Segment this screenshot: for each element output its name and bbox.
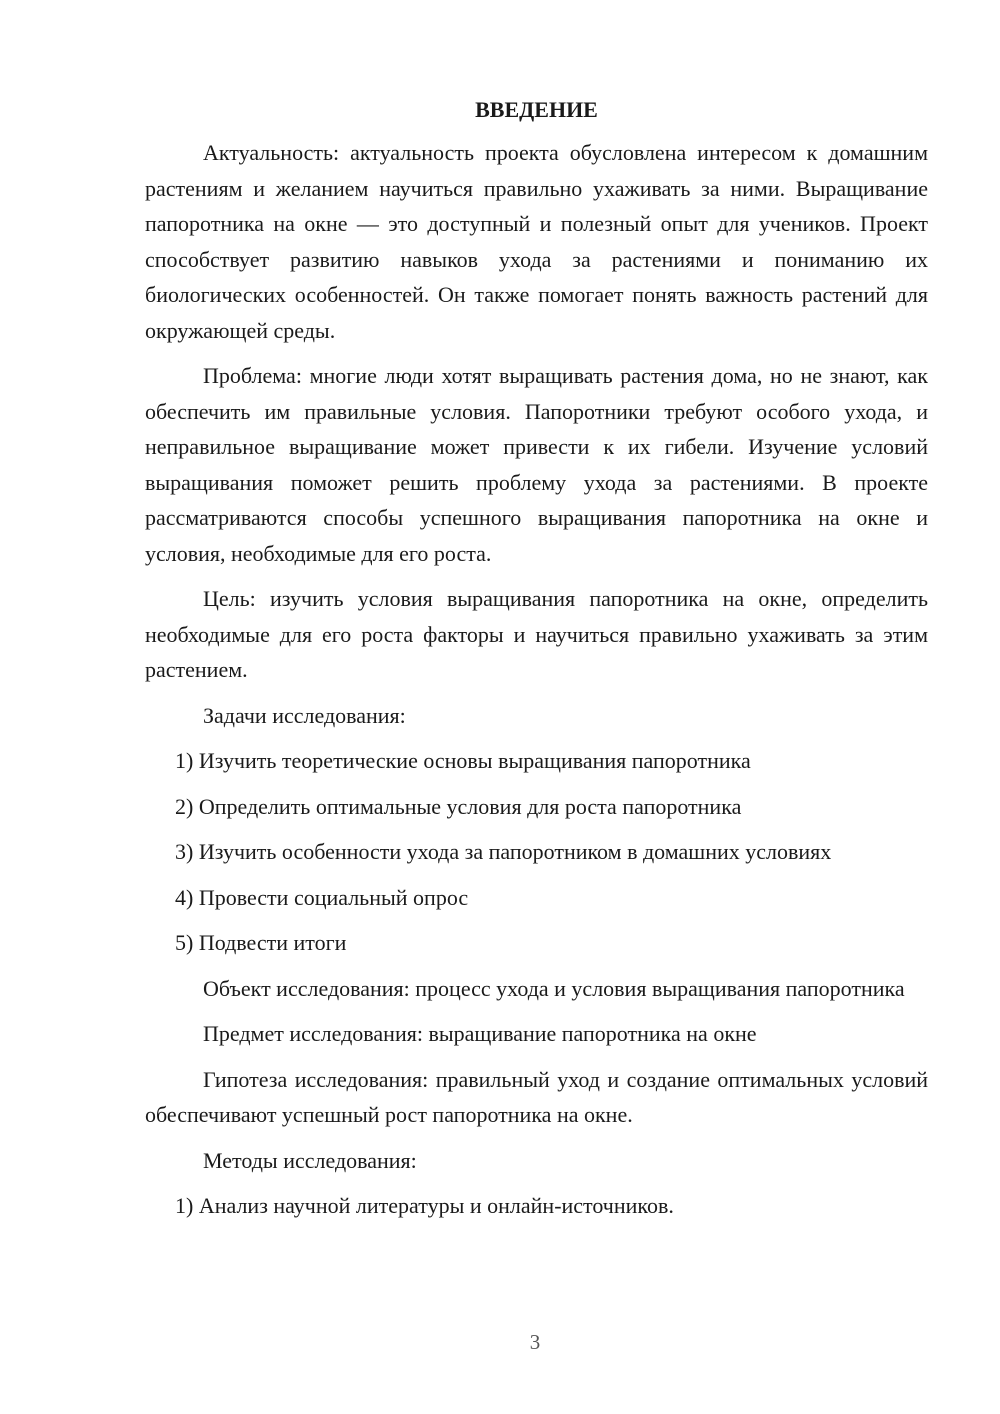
problem-paragraph: Проблема: многие люди хотят выращивать растения дома, но не знают, как обеспечить им правильные условия. Папоротники требуют особого ухода, и неправильное выращивание может привести к их гибели. Изучение условий выращивания поможет решить проблему ухода за растениями. В проекте рассматриваются способы успешного выращивания папоротника на окне и условия, необходимые для его роста. xyxy=(145,363,928,566)
document-page xyxy=(145,92,928,1234)
method-item: 1) Анализ научной литературы и онлайн-источников. xyxy=(175,1193,674,1218)
object-paragraph: Объект исследования: процесс ухода и условия выращивания папоротника xyxy=(203,975,905,1001)
hypothesis-paragraph: Гипотеза исследования: правильный уход и создание оптимальных условий обеспечивают успешный рост папоротника на окне. xyxy=(145,1066,928,1127)
task-item: 1) Изучить теоретические основы выращивания папоротника xyxy=(175,748,751,773)
subject-paragraph: Предмет исследования: выращивание папоротника на окне xyxy=(203,1021,757,1046)
task-item: 2) Определить оптимальные условия для роста папоротника xyxy=(175,793,742,819)
section-heading: ВВЕДЕНИЕ xyxy=(475,97,598,122)
relevance-paragraph: Актуальность: актуальность проекта обусловлена интересом к домашним растениям и желанием научиться правильно ухаживать за ними. Выращивание папоротника на окне — это доступный и полезный опыт для учеников. Проект способствует развитию навыков ухода за растениями и пониманию их биологических особенностей. Он также помогает понять важность растений для окружающей среды. xyxy=(145,140,928,343)
task-item: 4) Провести социальный опрос xyxy=(175,884,469,910)
methods-title: Методы исследования: xyxy=(203,1147,417,1173)
goal-paragraph: Цель: изучить условия выращивания папоротника на окне, определить необходимые для его роста факторы и научиться правильно ухаживать за этим растением. xyxy=(145,586,928,682)
page-number: 3 xyxy=(529,1330,541,1354)
task-item: 3) Изучить особенности ухода за папоротником в домашних условиях xyxy=(175,839,832,864)
task-item: 5) Подвести итоги xyxy=(175,930,347,955)
tasks-title: Задачи исследования: xyxy=(203,702,406,728)
